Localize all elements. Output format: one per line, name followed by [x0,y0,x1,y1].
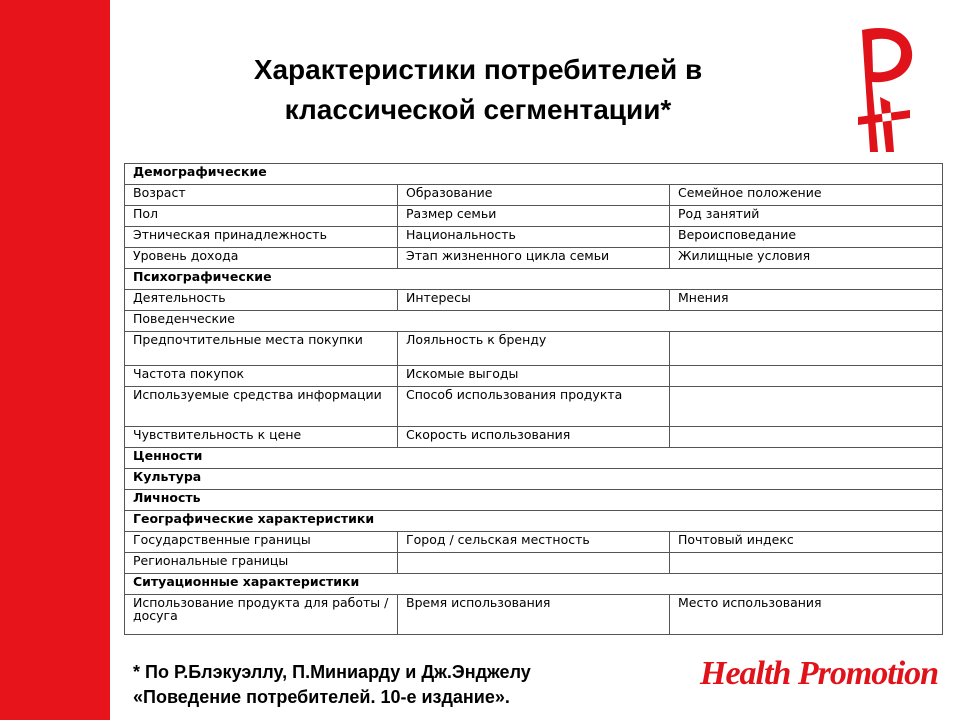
section-header-row [125,164,943,185]
section-header: Психографические [125,269,943,290]
title-line-2: классической сегментации* [284,94,672,125]
table-row [125,332,943,366]
section-header-row [125,511,943,532]
table-row [125,595,943,635]
table-cell: Время использования [398,595,670,635]
table-row [125,248,943,269]
table-cell: Национальность [398,227,670,248]
section-header: Демографические [125,164,943,185]
table-cell: Жилищные условия [670,248,943,269]
table-cell: Этническая принадлежность [125,227,398,248]
footnote-line-1: * По Р.Блэкуэллу, П.Миниарду и Дж.Энджелу [133,662,531,682]
section-header-row [125,448,943,469]
table-cell: Скорость использования [398,427,670,448]
section-header: Поведенческие [125,311,943,332]
table-cell [398,553,670,574]
segmentation-table [124,163,943,635]
table-cell: Место использования [670,595,943,635]
table-row [125,427,943,448]
table-row [125,185,943,206]
red-letter-logo [850,22,920,157]
table-cell: Предпочтительные места покупки [125,332,398,366]
table-cell: Способ использования продукта [398,387,670,427]
table-cell: Используемые средства информации [125,387,398,427]
table-cell: Пол [125,206,398,227]
footnote [133,660,531,710]
section-header: Личность [125,490,943,511]
table-cell: Уровень дохода [125,248,398,269]
table-cell [670,427,943,448]
table-cell: Семейное положение [670,185,943,206]
health-promotion-logo: Health Promotion [700,655,939,692]
table-cell: Деятельность [125,290,398,311]
table-cell [670,387,943,427]
section-header: Географические характеристики [125,511,943,532]
red-side-bar [0,0,110,720]
table-cell: Искомые выгоды [398,366,670,387]
table-cell: Государственные границы [125,532,398,553]
section-header-row [125,574,943,595]
section-header-row [125,311,943,332]
table-cell: Чувствительность к цене [125,427,398,448]
table-cell: Частота покупок [125,366,398,387]
table-cell: Этап жизненного цикла семьи [398,248,670,269]
table-cell: Лояльность к бренду [398,332,670,366]
section-header-row [125,269,943,290]
slide-title [160,50,796,130]
footnote-line-2: «Поведение потребителей. 10-е издание». [133,687,510,707]
table-row [125,553,943,574]
table-cell: Мнения [670,290,943,311]
table-cell: Использование продукта для работы / досуга [125,595,398,635]
table-row [125,387,943,427]
table-cell: Почтовый индекс [670,532,943,553]
table-cell: Род занятий [670,206,943,227]
table-cell: Возраст [125,185,398,206]
table-cell: Региональные границы [125,553,398,574]
table-cell [670,332,943,366]
section-header-row [125,490,943,511]
table-cell [670,553,943,574]
table-row [125,290,943,311]
section-header: Ценности [125,448,943,469]
title-line-1: Характеристики потребителей в [253,54,703,85]
table-cell: Размер семьи [398,206,670,227]
table-cell: Интересы [398,290,670,311]
table-cell [670,366,943,387]
table-row [125,206,943,227]
table-row [125,227,943,248]
table-cell: Образование [398,185,670,206]
table-row [125,532,943,553]
section-header: Ситуационные характеристики [125,574,943,595]
table-cell: Город / сельская местность [398,532,670,553]
table-row [125,366,943,387]
table-cell: Вероисповедание [670,227,943,248]
section-header-row [125,469,943,490]
section-header: Культура [125,469,943,490]
